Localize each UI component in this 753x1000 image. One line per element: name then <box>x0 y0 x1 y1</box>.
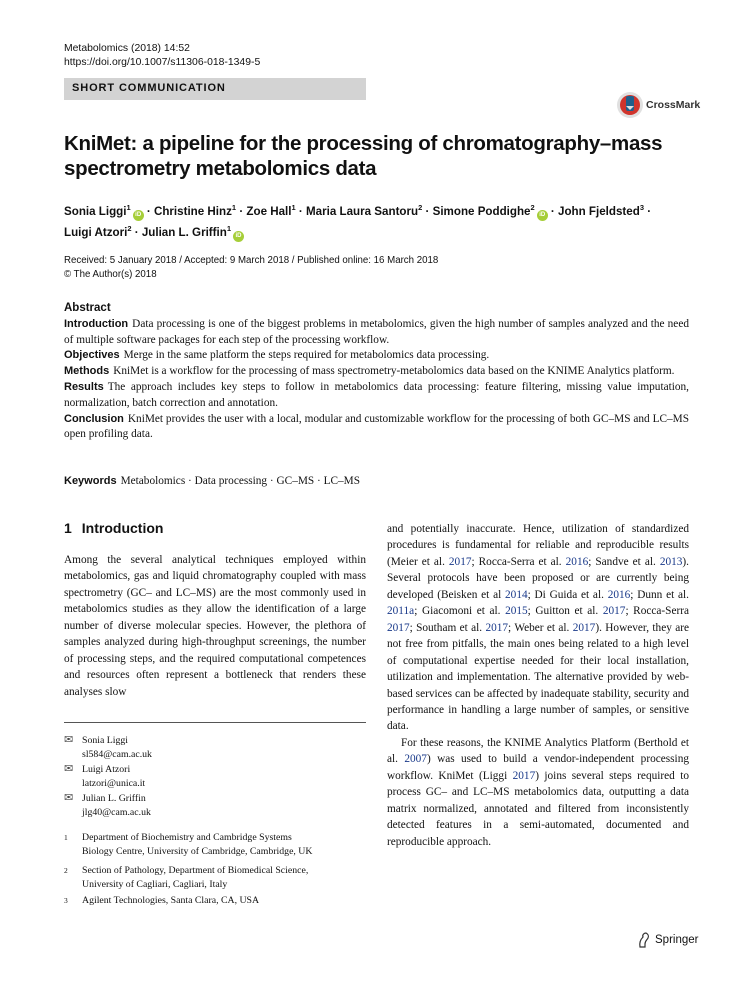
abstract-section <box>64 317 689 349</box>
citation-link[interactable]: 2016 <box>607 588 631 601</box>
keywords <box>64 475 360 487</box>
citation-link[interactable]: 2017 <box>387 621 410 634</box>
author-name: Christine Hinz <box>153 204 232 218</box>
body-text: ; Guitton et al. <box>527 605 603 618</box>
body-text: For these reasons, the KNIME Analytics Platform (Berthold et al. <box>387 736 689 766</box>
affiliation-line: University of Cagliari, Cagliari, Italy <box>82 879 228 890</box>
publisher-logo <box>637 932 698 948</box>
right-paragraph-1 <box>387 521 689 735</box>
author-affil-number: 2 <box>418 203 423 212</box>
abstract-section-text: The approach includes key steps to follow in metabolomics data processing: feature filtering, missing value imputation, normalization, batch correction and annotation. <box>64 380 689 409</box>
author[interactable] <box>558 205 644 218</box>
author-name: John Fjeldsted <box>558 204 640 218</box>
author[interactable] <box>64 205 144 218</box>
abstract-section <box>64 412 689 444</box>
author[interactable] <box>154 205 236 218</box>
body-text: ; Weber et al. <box>508 621 573 634</box>
envelope-icon: ✉ <box>64 792 74 804</box>
orcid-icon[interactable]: iD <box>537 210 548 221</box>
affiliation-line: Section of Pathology, Department of Biomedical Science, <box>82 865 309 876</box>
citation-link[interactable]: 2011a <box>387 605 415 618</box>
author-affil-number: 2 <box>127 223 132 233</box>
affiliation-text <box>82 831 312 859</box>
affiliation-line: Agilent Technologies, Santa Clara, CA, USA <box>82 895 260 906</box>
abstract-section <box>64 364 689 380</box>
body-right-column <box>387 521 689 850</box>
publisher-name: Springer <box>655 934 699 946</box>
contact-name: Luigi Atzori <box>82 764 131 775</box>
author[interactable] <box>141 223 244 239</box>
contact-entry <box>64 792 151 819</box>
abstract-section-text: KniMet is a workflow for the processing of mass spectrometry-metabolomics data based on the KNIME Analytics platform. <box>113 365 675 378</box>
contact-email[interactable]: sl584@cam.ac.uk <box>82 748 152 760</box>
title-line-2: spectrometry metabolomics data <box>64 157 377 180</box>
body-text: ; Southam et al. <box>409 621 486 634</box>
citation-link[interactable]: 2017 <box>448 555 472 568</box>
citation-link[interactable]: 2017 <box>512 769 536 782</box>
abstract-section-label: Methods <box>64 365 110 378</box>
body-text: and potentially inaccurate. Hence, utilization of standardized procedures is fundamental for reliable and reproducible results (Meier et al. <box>387 523 689 568</box>
body-text: ). Several protocols have been proposed or are currently being developed (Beisken et al <box>387 555 689 601</box>
author-affil-number: 1 <box>226 223 232 233</box>
affiliation-number: 3 <box>64 896 68 905</box>
contact-name: Julian L. Griffin <box>82 793 146 804</box>
abstract-section <box>64 380 689 412</box>
section-heading <box>64 520 163 536</box>
abstract-section-label: Introduction <box>64 317 129 330</box>
journal-header <box>64 42 260 70</box>
author-affil-number: 3 <box>639 203 644 212</box>
author-name: Julian L. Griffin <box>141 225 227 239</box>
keywords-label: Keywords <box>64 475 117 487</box>
contact-entry <box>64 763 145 790</box>
author-affil-number: 2 <box>530 203 535 212</box>
citation-link[interactable]: 2007 <box>404 753 427 766</box>
right-paragraph-2 <box>387 735 689 850</box>
article-title <box>64 131 684 181</box>
body-text: ; Di Guida et al. <box>527 588 608 601</box>
affiliation-number: 1 <box>64 833 68 842</box>
body-text: ; Sandve et al. <box>588 555 660 568</box>
abstract-section-text: KniMet provides the user with a local, modular and customizable workflow for the processing of both GC–MS and LC–MS open profiling data. <box>64 412 689 441</box>
contact-entry <box>64 734 152 761</box>
body-text: ; Dunn et al. <box>630 588 689 601</box>
abstract-section-text: Data processing is one of the biggest problems in metabolomics, given the high number of samples analyzed and the need of multiple software packages for each step of the processing workflow. <box>64 317 689 346</box>
citation-link[interactable]: 2017 <box>572 621 596 634</box>
citation-link[interactable]: 2017 <box>485 621 509 634</box>
publication-dates <box>64 254 438 281</box>
contact-email[interactable]: jlg40@cam.ac.uk <box>82 806 151 818</box>
orcid-icon[interactable]: iD <box>233 231 244 242</box>
affiliation <box>64 831 312 859</box>
author[interactable] <box>306 205 422 218</box>
contact-info <box>82 763 145 790</box>
author[interactable] <box>246 205 295 218</box>
contact-info <box>82 734 152 761</box>
crossmark-icon <box>616 91 644 119</box>
body-text: ). However, they are not free from pitfalls, the main ones being related to a high level of computational expertise needed for their local installation, utilization and implementation. The alternative provided by web-based services can be affected by inadequate stability, security and performance in handling a large number of samples, or sensitive data. <box>387 621 689 733</box>
author-name: Simone Poddighe <box>432 204 531 218</box>
author-affil-number: 1 <box>291 203 296 212</box>
body-left-column: Among the several analytical techniques employed within metabolomics, gas and liquid chromatography coupled with mass spectrometry (GC– and LC–MS) are the most commonly used in metabolomics studies as they allow the identification of a large number of diverse molecular species. However, the plethora of samples analyzed during high-throughput screenings, the number of processing steps, and the required computational competences and resources often represent a bottleneck that renders these analyses slow <box>64 554 366 698</box>
date-history: Received: 5 January 2018 / Accepted: 9 March 2018 / Published online: 16 March 2018 <box>64 255 439 266</box>
abstract <box>64 301 689 443</box>
citation-link[interactable]: 2014 <box>505 588 528 601</box>
abstract-heading: Abstract <box>64 302 111 314</box>
abstract-section-text: Merge in the same platform the steps required for metabolomics data processing. <box>123 349 490 362</box>
copyright: © The Author(s) 2018 <box>64 268 157 280</box>
crossmark-badge[interactable] <box>616 91 700 119</box>
affiliation-line: Department of Biochemistry and Cambridge Systems <box>82 832 292 843</box>
envelope-icon: ✉ <box>64 763 74 775</box>
body-text: ; Giacomoni et al. <box>414 605 506 618</box>
article-category: SHORT COMMUNICATION <box>64 78 366 100</box>
affiliation-text <box>82 894 259 908</box>
citation-link[interactable]: 2017 <box>602 605 626 618</box>
author-affil-number: 1 <box>126 203 131 212</box>
body-text: ) joins several steps required to process GC– and LC–MS metabolomics data, outputting a data matrix normalized, annotated and filtered from inconsistently detected features in a semi-automated, documented and reproducible approach. <box>387 769 689 848</box>
section-number: 1 <box>64 520 72 536</box>
journal-citation: Metabolomics (2018) 14:52 <box>64 43 190 54</box>
contact-name: Sonia Liggi <box>82 735 128 746</box>
contact-info <box>82 792 151 819</box>
author-affil-number: 1 <box>231 203 237 212</box>
orcid-icon[interactable]: iD <box>133 210 144 221</box>
springer-horse-icon <box>637 932 651 948</box>
affiliation-line: Biology Centre, University of Cambridge, Cambridge, UK <box>82 846 313 857</box>
author[interactable] <box>64 223 132 239</box>
abstract-sections <box>64 317 689 443</box>
author-list: Sonia Liggi$^1$iD · Christine Hinz$^1$ · Zoe Hall$^1$ · Maria Laura Santoru$^2$ · Simone Poddighe$^2$iD · John Fjeldsted$^3$ · Luigi Atzori$^2$ · Julian L. Griffin$^1$iD <box>64 200 694 242</box>
body-text: ; Rocca-Serra et al. <box>471 555 566 568</box>
body-text: ) was used to build a vendor-independent processing workflow. KniMet (Liggi <box>387 753 689 782</box>
crossmark-label: CrossMark <box>646 99 701 111</box>
citation-link[interactable]: 2013 <box>659 555 683 568</box>
contact-email[interactable]: latzori@unica.it <box>82 777 146 789</box>
affiliation <box>64 864 308 892</box>
author-name: Zoe Hall <box>246 204 292 218</box>
citation-link[interactable]: 2015 <box>505 605 528 618</box>
envelope-icon: ✉ <box>64 734 74 746</box>
abstract-section-label: Objectives <box>64 349 120 362</box>
doi-link[interactable]: https://doi.org/10.1007/s11306-018-1349-5 <box>64 57 261 68</box>
author-name: Maria Laura Santoru <box>306 204 419 218</box>
section-title: Introduction <box>81 520 164 536</box>
abstract-section-label: Conclusion <box>64 412 124 425</box>
citation-link[interactable]: 2016 <box>565 555 589 568</box>
body-text: ; Rocca-Serra <box>625 605 689 618</box>
abstract-section-label: Results <box>64 380 104 393</box>
affiliation <box>64 894 259 908</box>
affiliation-text <box>82 864 308 892</box>
keywords-text: Metabolomics · Data processing · GC–MS · LC–MS <box>120 475 360 487</box>
author-name: Luigi Atzori <box>64 225 128 239</box>
abstract-section <box>64 348 689 364</box>
title-line-1: KniMet: a pipeline for the processing of chromatography–mass <box>64 132 663 155</box>
footnote-divider <box>64 722 366 723</box>
author[interactable] <box>433 205 548 218</box>
author-name: Sonia Liggi <box>64 204 127 218</box>
affiliation-number: 2 <box>64 866 68 875</box>
